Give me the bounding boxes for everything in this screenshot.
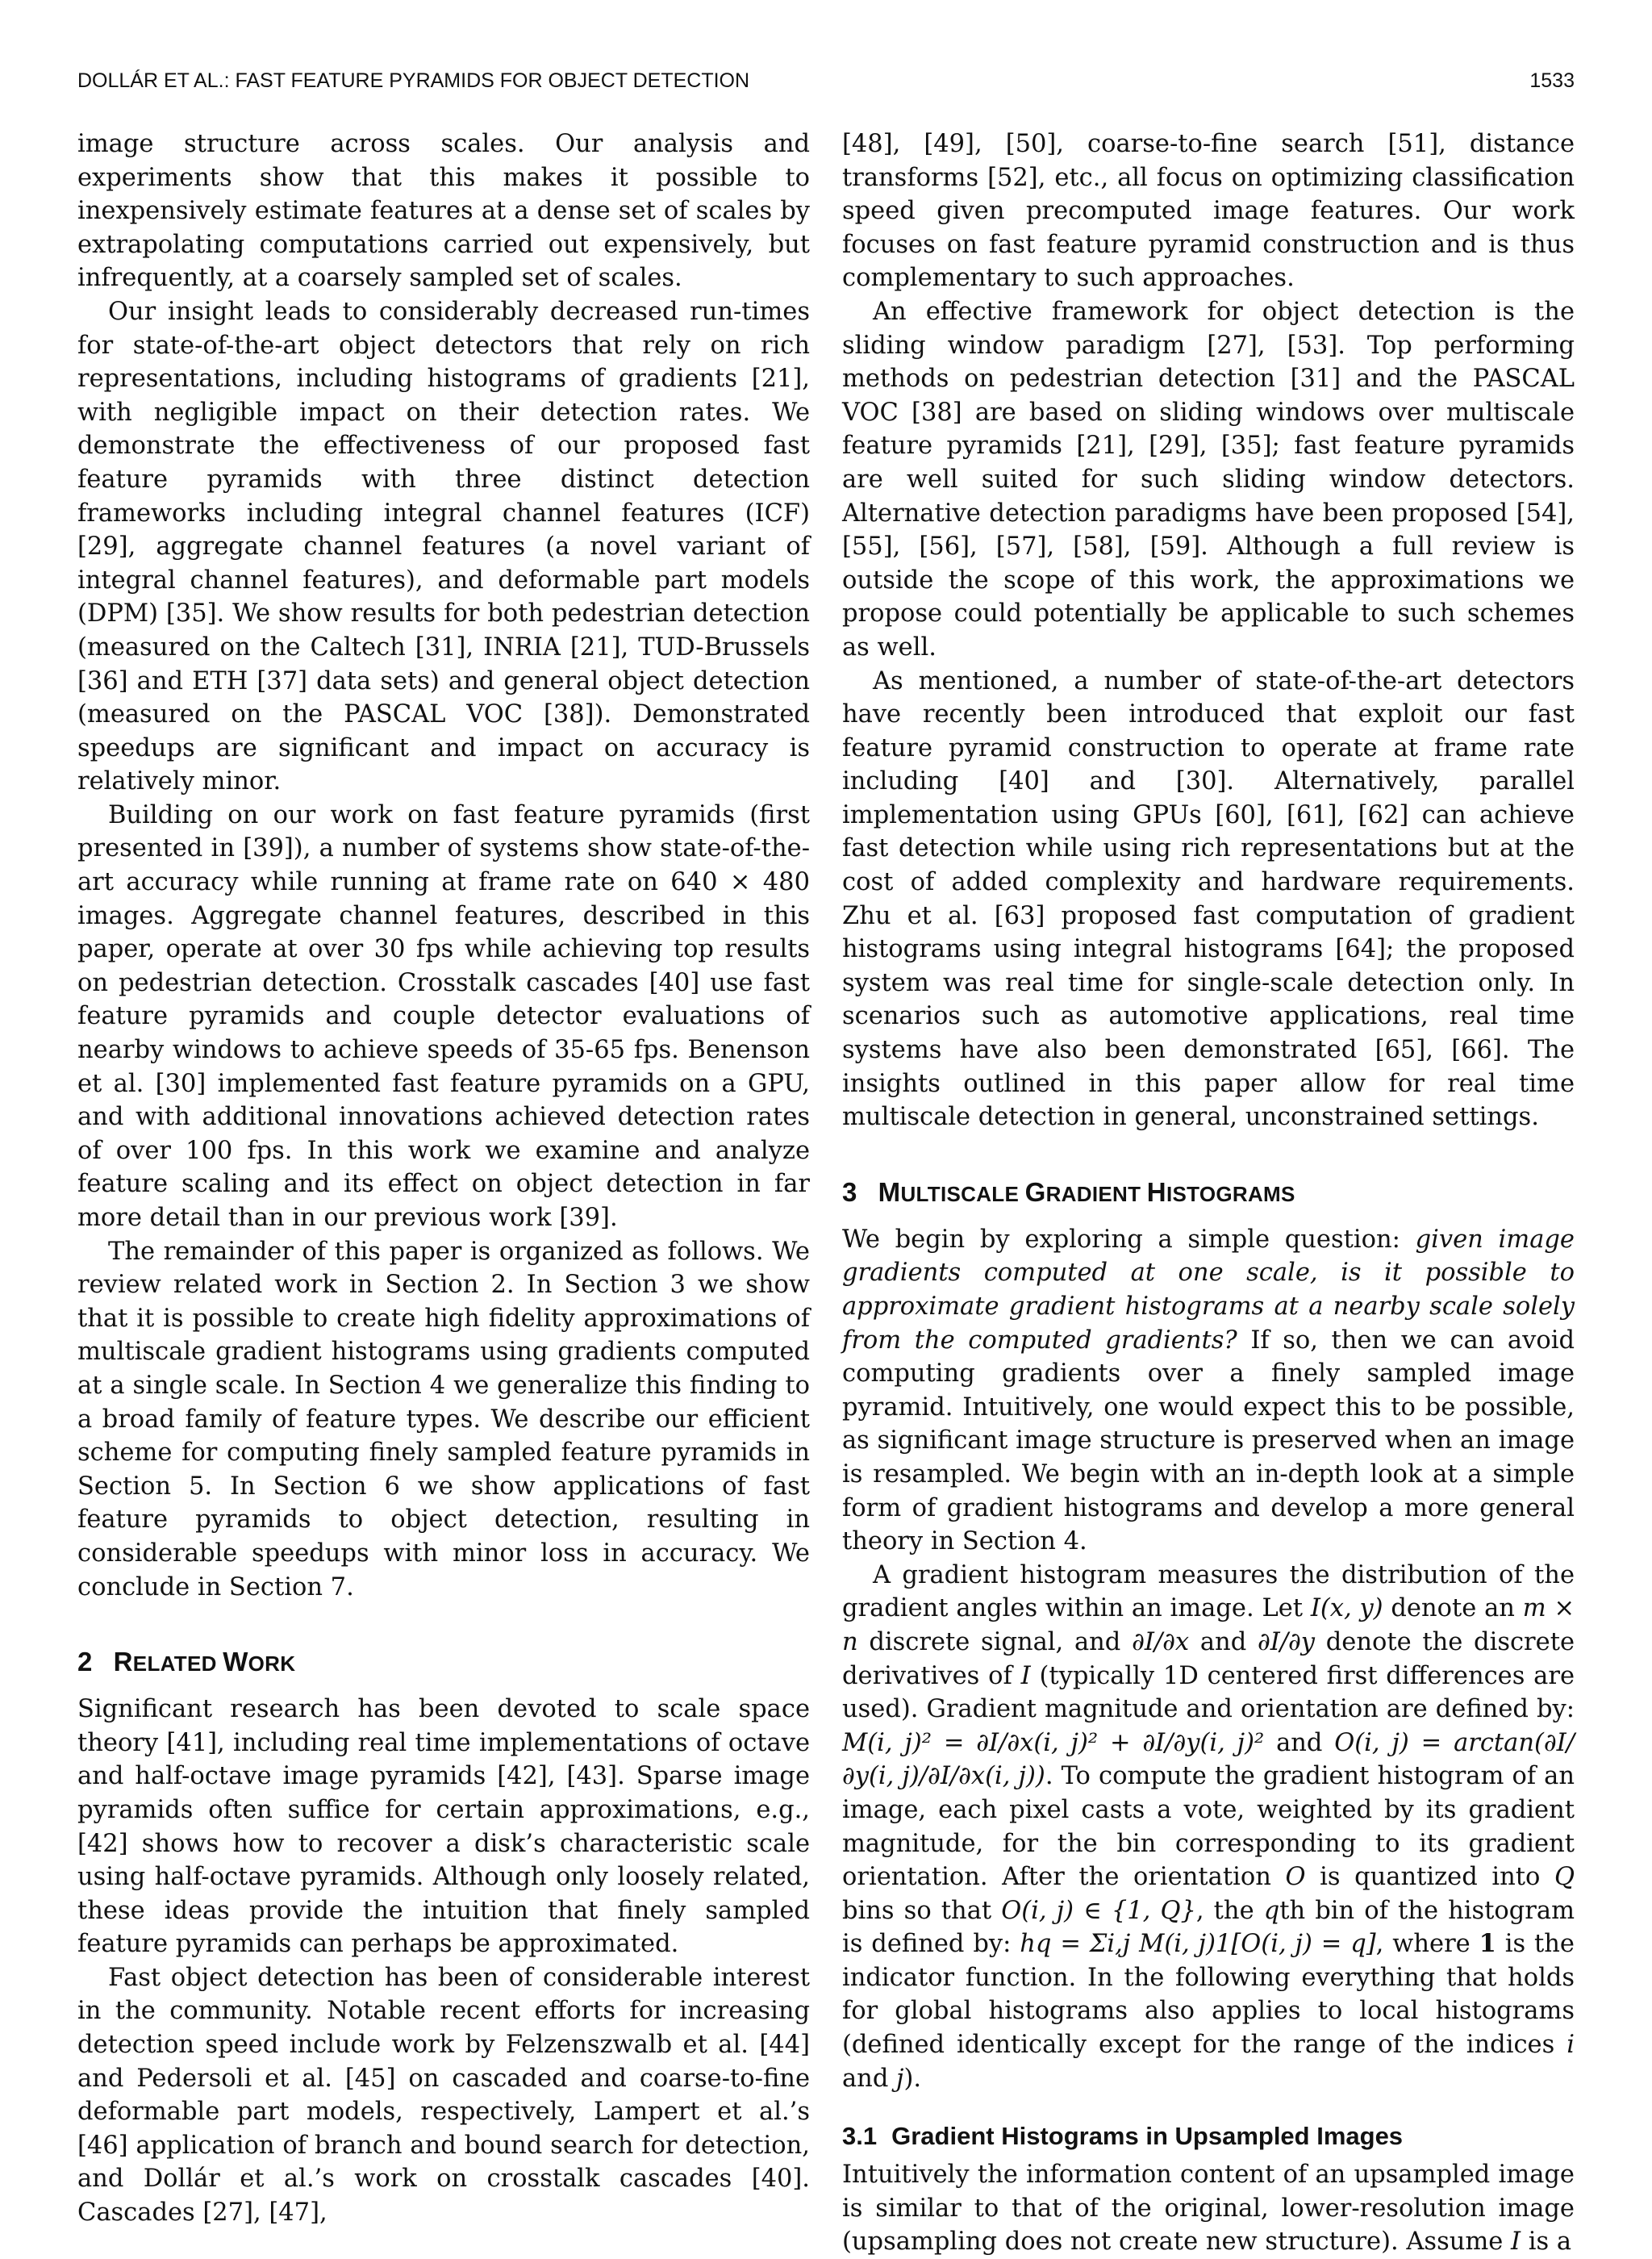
math-inline: i	[1566, 2031, 1575, 2060]
text-run: denote the discrete derivatives of	[842, 1627, 1575, 1690]
italic-question: given image gradients computed at one scale, is it possible to approximate gradient histograms at a nearby scale solely from the computed gradients?	[842, 1225, 1575, 1355]
paragraph: The remainder of this paper is organized as follows. We review related work in Section 2. In Section 3 we show that it is possible to create high fidelity approximations of multiscale gradient histograms using gradients computed at a single scale. In Section 4 we generalize this finding to a broad family of feature types. We describe our efficient scheme for computing finely sampled feature pyramids in Section 5. In Section 6 we show applications of fast feature pyramids to object detection, resulting in considerable speedups with minor loss in accuracy. We conclude in Section 7.	[77, 1237, 810, 1601]
text-run: is quantized into	[1305, 1863, 1554, 1892]
paragraph: Significant research has been devoted to scale space theory [41], including real time implementations of octave and half-octave image pyramids [42], [43]. Sparse image pyramids often suffice for certain approximations, e.g., [42] shows how to recover a disk’s characteristic scale using half-octave pyramids. Although only loosely related, these ideas provide the intuition that finely sampled feature pyramids can perhaps be approximated.	[77, 1695, 810, 1959]
text-run: and	[1264, 1728, 1335, 1757]
text-run: discrete signal, and	[857, 1627, 1133, 1656]
section-title-part: G	[1024, 1176, 1046, 1207]
text-run: . To compute the gradient histogram of an image, each pixel casts a vote, weighted by its gradient magnitude, for the bin corresponding to its gradient orientation. After the orientation	[842, 1762, 1575, 1892]
section-number: 3	[842, 1176, 857, 1207]
right-column	[842, 127, 1575, 2257]
paragraph	[842, 1559, 1575, 2096]
math-inline: ∂I/∂y	[1257, 1627, 1316, 1656]
math-inline: Q	[1554, 1863, 1575, 1892]
section-number: 2	[77, 1647, 93, 1677]
text-run: Intuitively the information content of an upsampled image is similar to that of the original, lower-resolution image (upsampling does not create new structure). Assume	[842, 2161, 1575, 2257]
paragraph: Fast object detection has been of considerable interest in the community. Notable recent efforts for increasing detection speed include work by Felzenszwalb et al. [44] and Pedersoli et al. [45] on cascaded and coarse-to-fine deformable part models, respectively, Lampert et al.’s [46] application of branch and bound search for detection, and Dollár et al.’s work on crosstalk cascades [40]. Cascades [27], [47],	[77, 1963, 810, 2228]
page-number: 1533	[1529, 69, 1575, 92]
math-inline: I	[1020, 1661, 1031, 1690]
section-title-part: W	[223, 1647, 248, 1677]
text-run: If so, then we can avoid computing gradients over a finely sampled image pyramid. Intuitively, one would expect this to be possible, as significant image structure is preserved when an image is resampled. We begin with an in-depth look at a simple form of gradient histograms and develop a more general theory in Section 4.	[842, 1326, 1575, 1556]
section-title-part: ULTISCALE	[900, 1181, 1025, 1206]
paragraph	[842, 1223, 1575, 1559]
text-run: , where	[1375, 1930, 1479, 1959]
section-heading-related-work	[77, 1644, 810, 1681]
subsection-number: 3.1	[842, 2122, 878, 2151]
section-title-part: RADIENT	[1045, 1181, 1147, 1206]
paragraph: As mentioned, a number of state-of-the-art detectors have recently been introduced that exploit our fast feature pyramid construction to operate at frame rate including [40] and [30]. Alternatively, parallel implementation using GPUs [60], [61], [62] can achieve fast detection while using rich representations but at the cost of added complexity and hardware requirements. Zhu et al. [63] proposed fast computation of gradient histograms using integral histograms [64]; the proposed system was real time for single-scale detection only. In scenarios such as automotive applications, real time systems have also been demonstrated [65], [66]. The insights outlined in this paper allow for real time multiscale detection in general, unconstrained settings.	[842, 666, 1575, 1132]
paragraph: image structure across scales. Our analysis and experiments show that this makes it possible to inexpensively estimate features at a dense set of scales by extrapolating computations carried out expensively, but infrequently, at a coarsely sampled set of scales.	[77, 130, 810, 293]
text-run: bins so that	[842, 1896, 1002, 1925]
math-inline: j	[896, 2064, 904, 2093]
section-title-part: H	[1146, 1176, 1166, 1207]
running-head	[77, 69, 1575, 97]
paragraph: An effective framework for object detection is the sliding window paradigm [27], [53]. Top performing methods on pedestrian detection [31] and the PASCAL VOC [38] are based on sliding windows over multiscale feature pyramids [21], [29], [35]; fast feature pyramids are well suited for such sliding window detectors. Alternative detection paradigms have been proposed [54], [55], [56], [57], [58], [59]. Although a full review is outside the scope of this work, the approximations we propose could potentially be applicable to such schemes as well.	[842, 297, 1575, 662]
paragraph: Building on our work on fast feature pyramids (first presented in [39]), a number of systems show state-of-the-art accuracy while running at frame rate on 640 × 480 images. Aggregate channel features, described in this paper, operate at over 30 fps while achieving top results on pedestrian detection. Crosstalk cascades [40] use fast feature pyramids and couple detector evaluations of nearby windows to achieve speeds of 35-65 fps. Benenson et al. [30] implemented fast feature pyramids on a GPU, and with additional innovations achieved detection rates of over 100 fps. In this work we examine and analyze feature scaling and its effect on object detection in far more detail than in our previous work [39].	[77, 800, 810, 1232]
section-title-part: M	[878, 1176, 901, 1207]
math-inline: O	[1285, 1863, 1306, 1892]
section-title-part: ORK	[248, 1651, 296, 1677]
section-title-part: ELATED	[132, 1651, 223, 1677]
math-inline: O(i, j) ∈ {1, Q}	[1001, 1896, 1196, 1925]
math-inline: I(x, y)	[1310, 1594, 1383, 1623]
text-run: and	[1189, 1627, 1258, 1656]
text-run: and	[842, 2064, 897, 2093]
math-inline: q	[1263, 1896, 1280, 1925]
math-inline: I	[1511, 2228, 1521, 2257]
math-inline: ∂I/∂x	[1132, 1627, 1190, 1656]
math-inline: O(i, j) = arctan(∂I/∂y(i, j)/∂I/∂x(i, j))	[842, 1728, 1575, 1791]
text-run: denote an	[1383, 1594, 1523, 1623]
text-run: is a	[1521, 2228, 1572, 2257]
subsection-heading-upsampled	[842, 2119, 1575, 2153]
text-run: ).	[903, 2064, 922, 2093]
text-run: We begin by exploring a simple question:	[842, 1225, 1416, 1254]
section-title-part: ISTOGRAMS	[1166, 1181, 1295, 1206]
math-inline: m × n	[842, 1594, 1575, 1656]
running-title: DOLLÁR ET AL.: FAST FEATURE PYRAMIDS FOR OBJECT DETECTION	[77, 69, 750, 92]
paragraph: [48], [49], [50], coarse-to-fine search [51], distance transforms [52], etc., all focus on optimizing classification speed given precomputed image features. Our work focuses on fast feature pyramid construction and is thus complementary to such approaches.	[842, 130, 1575, 293]
math-inline: M(i, j)² = ∂I/∂x(i, j)² + ∂I/∂y(i, j)²	[842, 1728, 1265, 1757]
paragraph: Our insight leads to considerably decreased run-times for state-of-the-art object detectors that rely on rich representations, including histograms of gradients [21], with negligible impact on their detection rates. We demonstrate the effectiveness of our proposed fast feature pyramids with three distinct detection frameworks including integral channel features (ICF) [29], aggregate channel features (a novel variant of integral channel features), and deformable part models (DPM) [35]. We show results for both pedestrian detection (measured on the Caltech [31], INRIA [21], TUD-Brussels [36] and ETH [37] data sets) and general object detection (measured on the PASCAL VOC [38]). Demonstrated speedups are significant and impact on accuracy is relatively minor.	[77, 297, 810, 796]
text-run: is the indicator function. In the following everything that holds for global histograms also applies to local histograms (defined identically except for the range of the indices	[842, 1930, 1575, 2060]
left-column	[77, 127, 810, 2228]
section-heading-multiscale-gradient-histograms	[842, 1175, 1575, 1212]
math-inline: 1	[1479, 1929, 1496, 1959]
section-title-part: R	[113, 1647, 133, 1677]
math-inline: hq = Σi,j M(i, j)1[O(i, j) = q]	[1020, 1930, 1376, 1959]
text-run: th bin of the histogram is defined by:	[842, 1896, 1575, 1959]
text-run: , the	[1195, 1896, 1264, 1925]
subsection-title: Gradient Histograms in Upsampled Images	[891, 2122, 1404, 2151]
text-run: A gradient histogram measures the distribution of the gradient angles within an image. Let	[842, 1560, 1575, 1623]
paragraph	[842, 2158, 1575, 2259]
text-run: (typically 1D centered first differences are used). Gradient magnitude and orientation are defined by:	[842, 1661, 1575, 1724]
